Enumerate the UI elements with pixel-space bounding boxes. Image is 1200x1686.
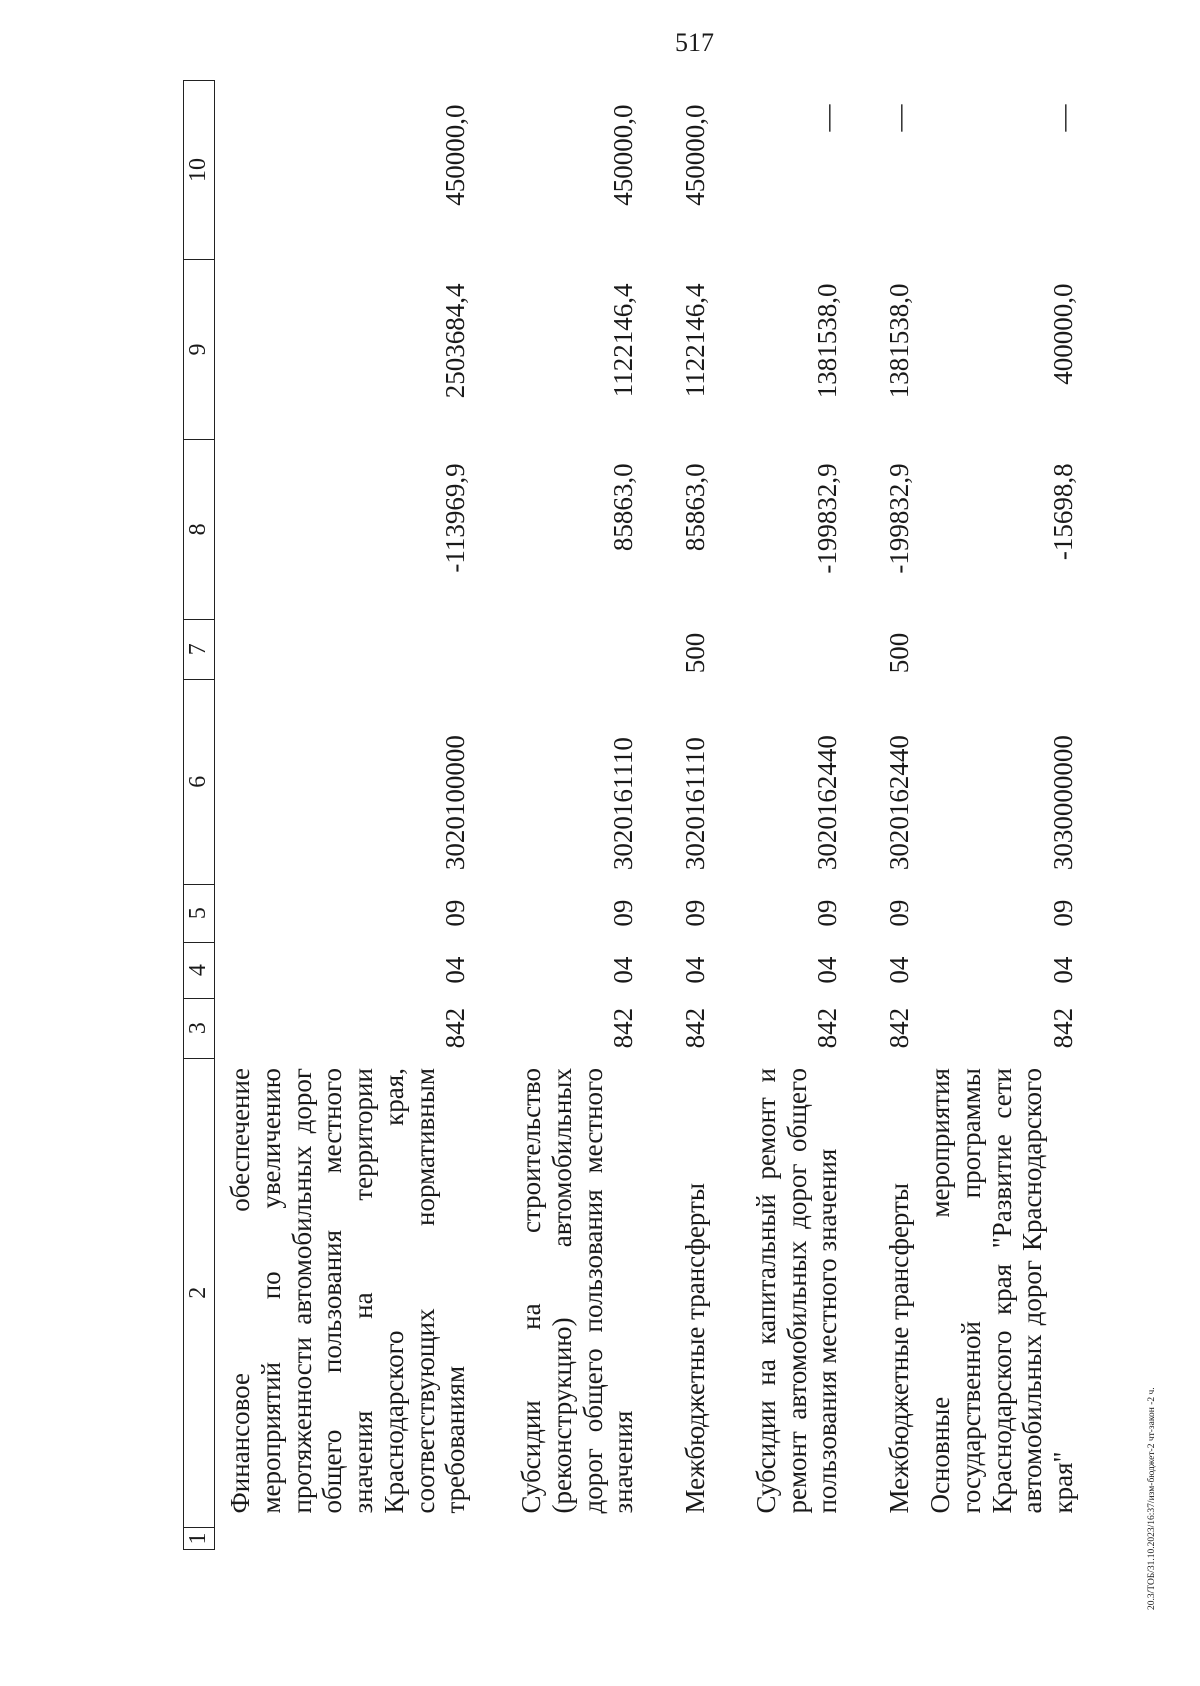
ministry-code: 842 xyxy=(812,1007,843,1049)
row-description: Межбюджетные трансферты xyxy=(680,1182,711,1514)
budget-table xyxy=(183,80,1079,1550)
expense-type-code xyxy=(711,619,843,679)
row-description: Финансовое обеспечение мероприятий по увеличению протяженности автомобильных дорог общего пользования местного значения на территории Краснодарского края, соответствующих нормативным требованиям xyxy=(225,1068,471,1514)
header-col-2: 2 xyxy=(184,1058,215,1527)
header-row xyxy=(184,81,215,1550)
amount-federal: 450000,0 xyxy=(608,104,639,206)
table-row xyxy=(843,81,915,1550)
section-code: 04 xyxy=(884,956,915,984)
expense-type-code xyxy=(215,619,472,679)
subsection-code: 09 xyxy=(680,899,711,927)
target-article-code: 3020100000 xyxy=(440,735,471,871)
ministry-code: 842 xyxy=(440,1007,471,1049)
row-description: Основные мероприятия государственной программы Краснодарского края "Развитие сети автомобильных дорог Краснодарского края" xyxy=(925,1068,1079,1514)
section-code: 04 xyxy=(440,956,471,984)
budget-table-rotated xyxy=(183,80,1079,1550)
table-row xyxy=(215,81,472,1550)
row-index-cell xyxy=(915,1528,1079,1550)
subsection-code: 09 xyxy=(884,899,915,927)
amount-change: -199832,9 xyxy=(812,463,843,574)
header-col-8: 8 xyxy=(184,439,215,619)
row-index-cell xyxy=(215,1528,472,1550)
amount-federal: 450000,0 xyxy=(440,104,471,206)
header-col-4: 4 xyxy=(184,942,215,998)
subsection-code: 09 xyxy=(812,899,843,927)
amount-change: -199832,9 xyxy=(884,463,915,574)
amount-change: 85863,0 xyxy=(680,463,711,552)
table-row xyxy=(639,81,711,1550)
header-col-6: 6 xyxy=(184,679,215,884)
header-col-3: 3 xyxy=(184,998,215,1058)
ministry-code: 842 xyxy=(1048,1007,1079,1049)
target-article-code: 3030000000 xyxy=(1048,735,1079,871)
target-article-code: 3020162440 xyxy=(812,735,843,871)
table-row xyxy=(711,81,843,1550)
amount-change: -113969,9 xyxy=(440,463,471,573)
row-index-cell xyxy=(471,1528,639,1550)
amount-total: 1122146,4 xyxy=(680,283,711,398)
header-col-10: 10 xyxy=(184,81,215,260)
section-code: 04 xyxy=(812,956,843,984)
expense-type-code: 500 xyxy=(884,632,915,674)
subsection-code: 09 xyxy=(440,899,471,927)
amount-federal: — xyxy=(884,104,915,132)
amount-federal: — xyxy=(1048,104,1079,132)
amount-federal: 450000,0 xyxy=(680,104,711,206)
row-index-cell xyxy=(639,1528,711,1550)
row-description: Субсидии на капитальный ремонт и ремонт автомобильных дорог общего пользования местного значения xyxy=(750,1068,843,1514)
row-description: Межбюджетные трансферты xyxy=(884,1182,915,1514)
footer-file-stamp: 20.3/ТОБ/31.10.2023/16:37/изм-бюджет-2 чт-закон -2 ч. xyxy=(1147,1387,1157,1610)
subsection-code: 09 xyxy=(608,899,639,927)
row-description: Субсидии на строительство (реконструкцию) автомобильных дорог общего пользования местного значения xyxy=(516,1068,639,1514)
section-code: 04 xyxy=(608,956,639,984)
target-article-code: 3020162440 xyxy=(884,735,915,871)
header-col-9: 9 xyxy=(184,259,215,439)
ministry-code: 842 xyxy=(608,1007,639,1049)
section-code: 04 xyxy=(680,956,711,984)
amount-total: 1381538,0 xyxy=(884,283,915,399)
ministry-code: 842 xyxy=(884,1007,915,1049)
expense-type-code: 500 xyxy=(680,632,711,674)
amount-change: -15698,8 xyxy=(1048,463,1079,561)
table-row xyxy=(471,81,639,1550)
amount-change: 85863,0 xyxy=(608,463,639,552)
amount-total: 2503684,4 xyxy=(440,283,471,399)
expense-type-code xyxy=(471,619,639,679)
amount-federal: — xyxy=(812,104,843,132)
amount-total: 400000,0 xyxy=(1048,283,1079,385)
header-col-1: 1 xyxy=(184,1528,215,1550)
row-index-cell xyxy=(843,1528,915,1550)
table-row xyxy=(915,81,1079,1550)
expense-type-code xyxy=(915,619,1079,679)
amount-total: 1381538,0 xyxy=(812,283,843,399)
page-number: 517 xyxy=(675,28,714,57)
subsection-code: 09 xyxy=(1048,899,1079,927)
target-article-code: 3020161110 xyxy=(680,737,711,871)
ministry-code: 842 xyxy=(680,1007,711,1049)
row-index-cell xyxy=(711,1528,843,1550)
header-col-5: 5 xyxy=(184,884,215,942)
target-article-code: 3020161110 xyxy=(608,737,639,871)
section-code: 04 xyxy=(1048,956,1079,984)
amount-total: 1122146,4 xyxy=(608,283,639,398)
header-col-7: 7 xyxy=(184,619,215,679)
